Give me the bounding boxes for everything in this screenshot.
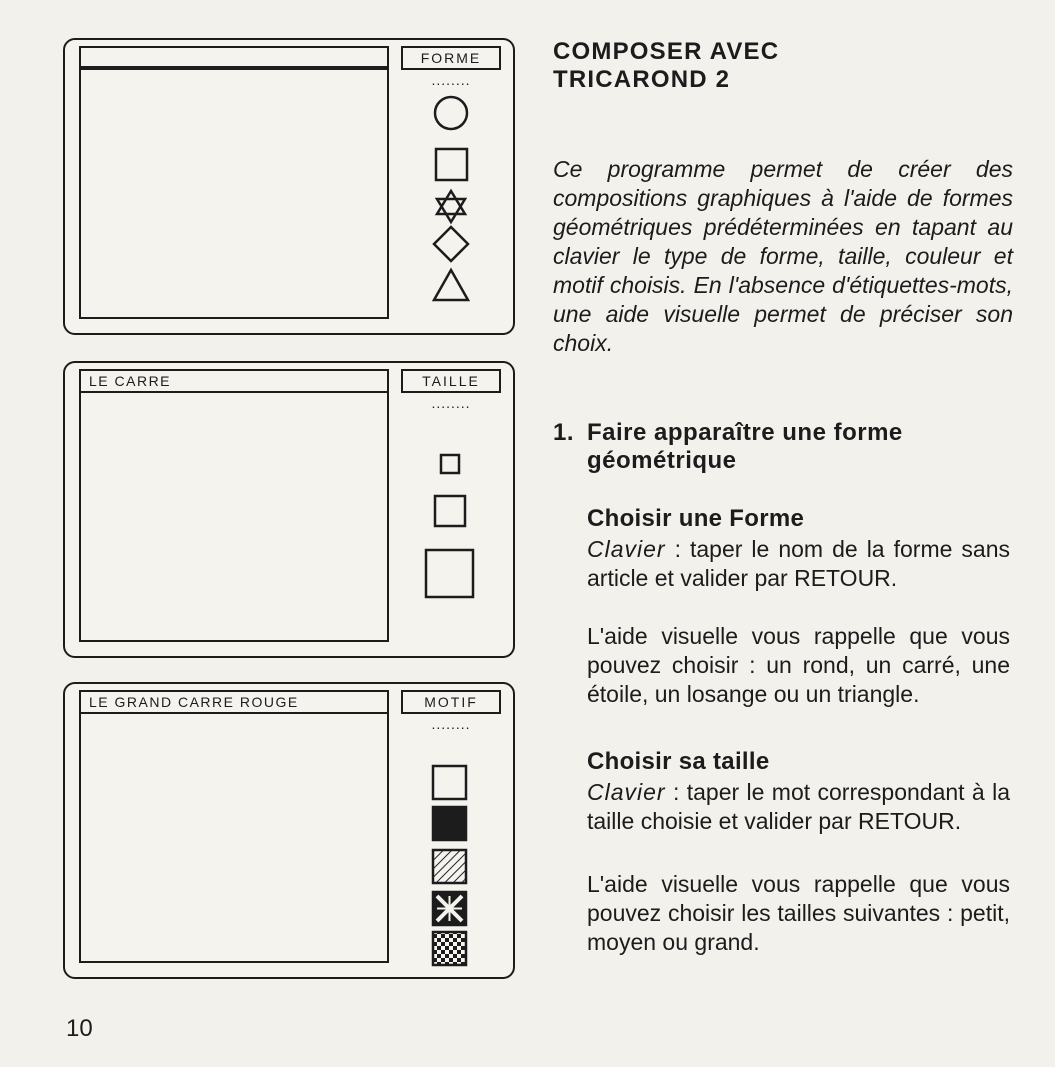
square-icon (436, 149, 467, 180)
circle-icon (435, 97, 467, 129)
paragraph-taille-clavier (587, 778, 1010, 836)
subheading-forme: Choisir une Forme (587, 505, 805, 532)
diamond-icon (434, 227, 468, 261)
forme-work-area[interactable] (79, 70, 389, 319)
taille-panel (63, 361, 515, 658)
triangle-icon (434, 270, 468, 300)
section-number: 1. (553, 419, 575, 446)
intro-paragraph: Ce programme permet de créer des compositions graphiques à l'aide de formes géométriques prédéterminées en tapant au clavier le type de forme, taille, couleur et motif choisis. En l'absence d'étiquettes-mots, une aide visuelle permet de préciser son choix. (553, 156, 1013, 356)
forme-tab[interactable]: FORME (401, 46, 501, 70)
title-line-2: TRICAROND 2 (553, 66, 731, 93)
paragraph-taille-aide: L'aide visuelle vous rappelle que vous pouvez choisir les tailles suivantes : petit, moyen ou grand. (587, 871, 1010, 955)
motif-panel (63, 682, 515, 979)
large-square-icon (426, 550, 473, 597)
page-number: 10 (66, 1015, 93, 1042)
motif-tab[interactable]: MOTIF (401, 690, 501, 714)
medium-square-icon (435, 496, 465, 526)
forme-panel (63, 38, 515, 335)
motif-title-bar: LE GRAND CARRE ROUGE (79, 690, 389, 714)
small-square-icon (441, 455, 459, 473)
taille-work-area[interactable] (79, 393, 389, 642)
forme-clavier-text: : taper le nom de la forme sans article et valider par RETOUR. (587, 536, 1010, 591)
clavier-label: Clavier (587, 536, 666, 562)
section-heading (553, 419, 903, 475)
forme-title-bar (79, 46, 389, 70)
taille-tab[interactable]: TAILLE (401, 369, 501, 393)
size-palette (421, 451, 481, 601)
star-icon (437, 191, 465, 222)
subheading-taille: Choisir sa taille (587, 748, 770, 775)
paragraph-forme-aide: L'aide visuelle vous rappelle que vous pouvez choisir : un rond, un carré, une étoile, un losange ou un triangle. (587, 623, 1010, 707)
checker-pattern-icon (433, 932, 466, 965)
section-title-line-1: Faire apparaître une forme (587, 419, 903, 446)
taille-dots: ........ (431, 395, 471, 411)
paragraph-forme-clavier (587, 535, 1010, 593)
forme-dots: ........ (431, 72, 471, 88)
solid-pattern-icon (433, 807, 466, 840)
empty-pattern-icon (433, 766, 466, 799)
motif-work-area[interactable] (79, 714, 389, 963)
taille-title-bar: LE CARRE (79, 369, 389, 393)
page-title (553, 38, 779, 94)
motif-dots: ........ (431, 716, 471, 732)
pattern-palette (429, 762, 473, 972)
shape-palette (431, 94, 471, 304)
cross-pattern-icon (433, 892, 466, 925)
title-line-1: COMPOSER AVEC (553, 38, 780, 65)
hatched-pattern-icon (433, 850, 466, 883)
section-title-line-2: géométrique (587, 447, 737, 474)
taille-clavier-text: : taper le mot correspondant à la taille choisie et valider par RETOUR. (587, 779, 1010, 834)
clavier-label: Clavier (587, 779, 666, 805)
